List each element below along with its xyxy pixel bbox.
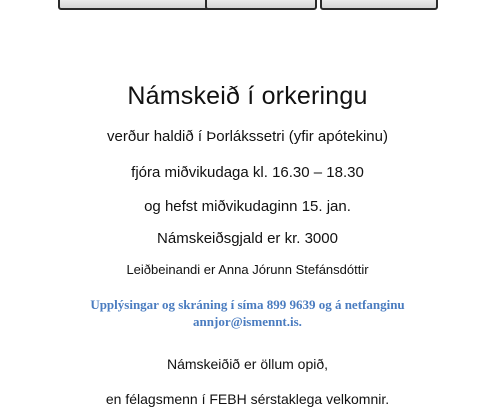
fee-line: Námskeiðsgjald er kr. 3000 <box>157 230 338 247</box>
contact-email: annjor@ismennt.is. <box>193 314 302 329</box>
photo-frame <box>320 0 438 10</box>
closing-line: Námskeiðið er öllum opið, <box>166 356 329 372</box>
venue-line: verður haldið í Þorlákssetri (yfir apótekinu) <box>107 128 388 145</box>
schedule-line: fjóra miðvikudaga kl. 16.30 – 18.30 <box>131 164 364 181</box>
contact-info: Upplýsingar og skráning í síma 899 9639 og á netfanginu <box>90 297 405 312</box>
photo-strip <box>0 0 495 12</box>
instructor-line: Leiðbeinandi er Anna Jórunn Stefánsdóttir <box>126 262 369 277</box>
page-title: Námskeið í orkeringu <box>127 82 368 110</box>
closing-line-2: en félagsmenn í FEBH sérstaklega velkomnir. <box>105 391 390 407</box>
photo-frame <box>58 0 210 10</box>
photo-frame <box>205 0 317 10</box>
start-date-line: og hefst miðvikudaginn 15. jan. <box>144 198 351 215</box>
